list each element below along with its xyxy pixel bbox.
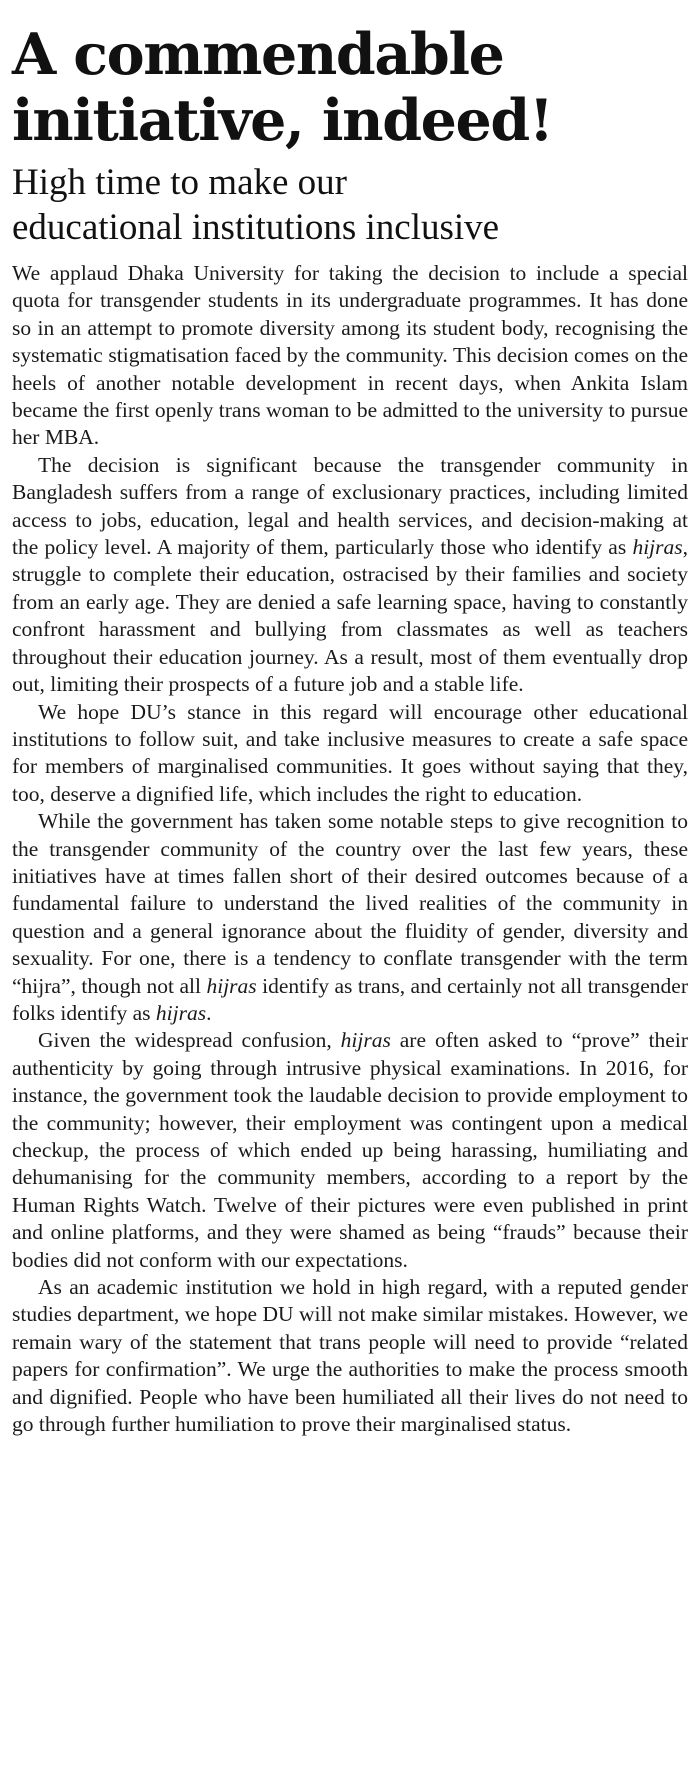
paragraph-4-italic-term-2: hijras (155, 1000, 207, 1025)
subheadline (12, 160, 688, 250)
paragraph-2-text-b: , struggle to complete their education, ostracised by their families and society from an early age. They are denied a safe learning space, having to constantly confront harassment and bullying from classmates as well as teachers throughout their education journey. As a result, most of them eventually drop out, limiting their prospects of a future job and a stable life. (12, 535, 688, 697)
paragraph-1: We applaud Dhaka University for taking the decision to include a special quota for transgender students in its undergraduate programmes. It has done so in an attempt to promote diversity among its student body, recognising the systematic stigmatisation faced by the community. This decision comes on the heels of another notable development in recent days, when Ankita Islam became the first openly trans woman to be admitted to the university to pursue her MBA. (12, 261, 688, 450)
paragraph-4-text-c: . (206, 1000, 212, 1025)
subheadline-line-2: educational institutions inclusive (12, 207, 500, 248)
paragraph-2 (12, 452, 688, 699)
paragraph-2-italic-term: hijras (632, 535, 683, 560)
paragraph-3: We hope DU’s stance in this regard will encourage other educational institutions to follow suit, and take inclusive measures to create a safe space for members of marginalised communities. It goes without saying that they, too, deserve a dignified life, which includes the right to education. (12, 699, 688, 806)
paragraph-5-italic-term: hijras (340, 1028, 391, 1053)
paragraph-5-text-b: are often asked to “prove” their authenticity by going through intrusive physical examinations. In 2016, for instance, the government took the laudable decision to provide employment to the community; however, their employment was contingent upon a medical checkup, the process of which ended up being harassing, humiliating and dehumanising for the community members, according to a report by the Human Rights Watch. Twelve of their pictures were even published in print and online platforms, and they were shamed as being “frauds” because their bodies did not conform with our expectations. (12, 1028, 688, 1272)
headline-line-1: A commendable (12, 21, 504, 88)
subheadline-line-1: High time to make our (12, 162, 347, 203)
paragraph-5 (12, 1027, 688, 1274)
paragraph-4-text-a: While the government has taken some notable steps to give recognition to the transgender community of the country over the last few years, these initiatives have at times fallen short of their desired outcomes because of a fundamental failure to understand the lived realities of the community in question and a general ignorance about the fluidity of gender, diversity and sexuality. For one, there is a tendency to conflate transgender with the term “hijra”, though not all (12, 809, 688, 998)
headline-line-2: initiative, indeed! (12, 87, 553, 154)
paragraph-2-text-a: The decision is significant because the transgender community in Bangladesh suffers from a range of exclusionary practices, including limited access to jobs, education, legal and health services, and decision-making at the policy level. A majority of them, particularly those who identify as (12, 452, 688, 560)
article-body (12, 260, 688, 1438)
paragraph-5-text-a: Given the widespread confusion, (38, 1028, 341, 1053)
paragraph-4 (12, 808, 688, 1027)
headline (12, 22, 688, 154)
paragraph-6: As an academic institution we hold in high regard, with a reputed gender studies department, we hope DU will not make similar mistakes. However, we remain wary of the statement that trans people will need to provide “related papers for confirmation”. We urge the authorities to make the process smooth and dignified. People who have been humiliated all their lives do not need to go through further humiliation to prove their marginalised status. (12, 1275, 688, 1437)
paragraph-4-text-b: identify as trans, and certainly not all transgender folks identify as (12, 973, 688, 1025)
paragraph-4-italic-term-1: hijras (206, 973, 257, 998)
